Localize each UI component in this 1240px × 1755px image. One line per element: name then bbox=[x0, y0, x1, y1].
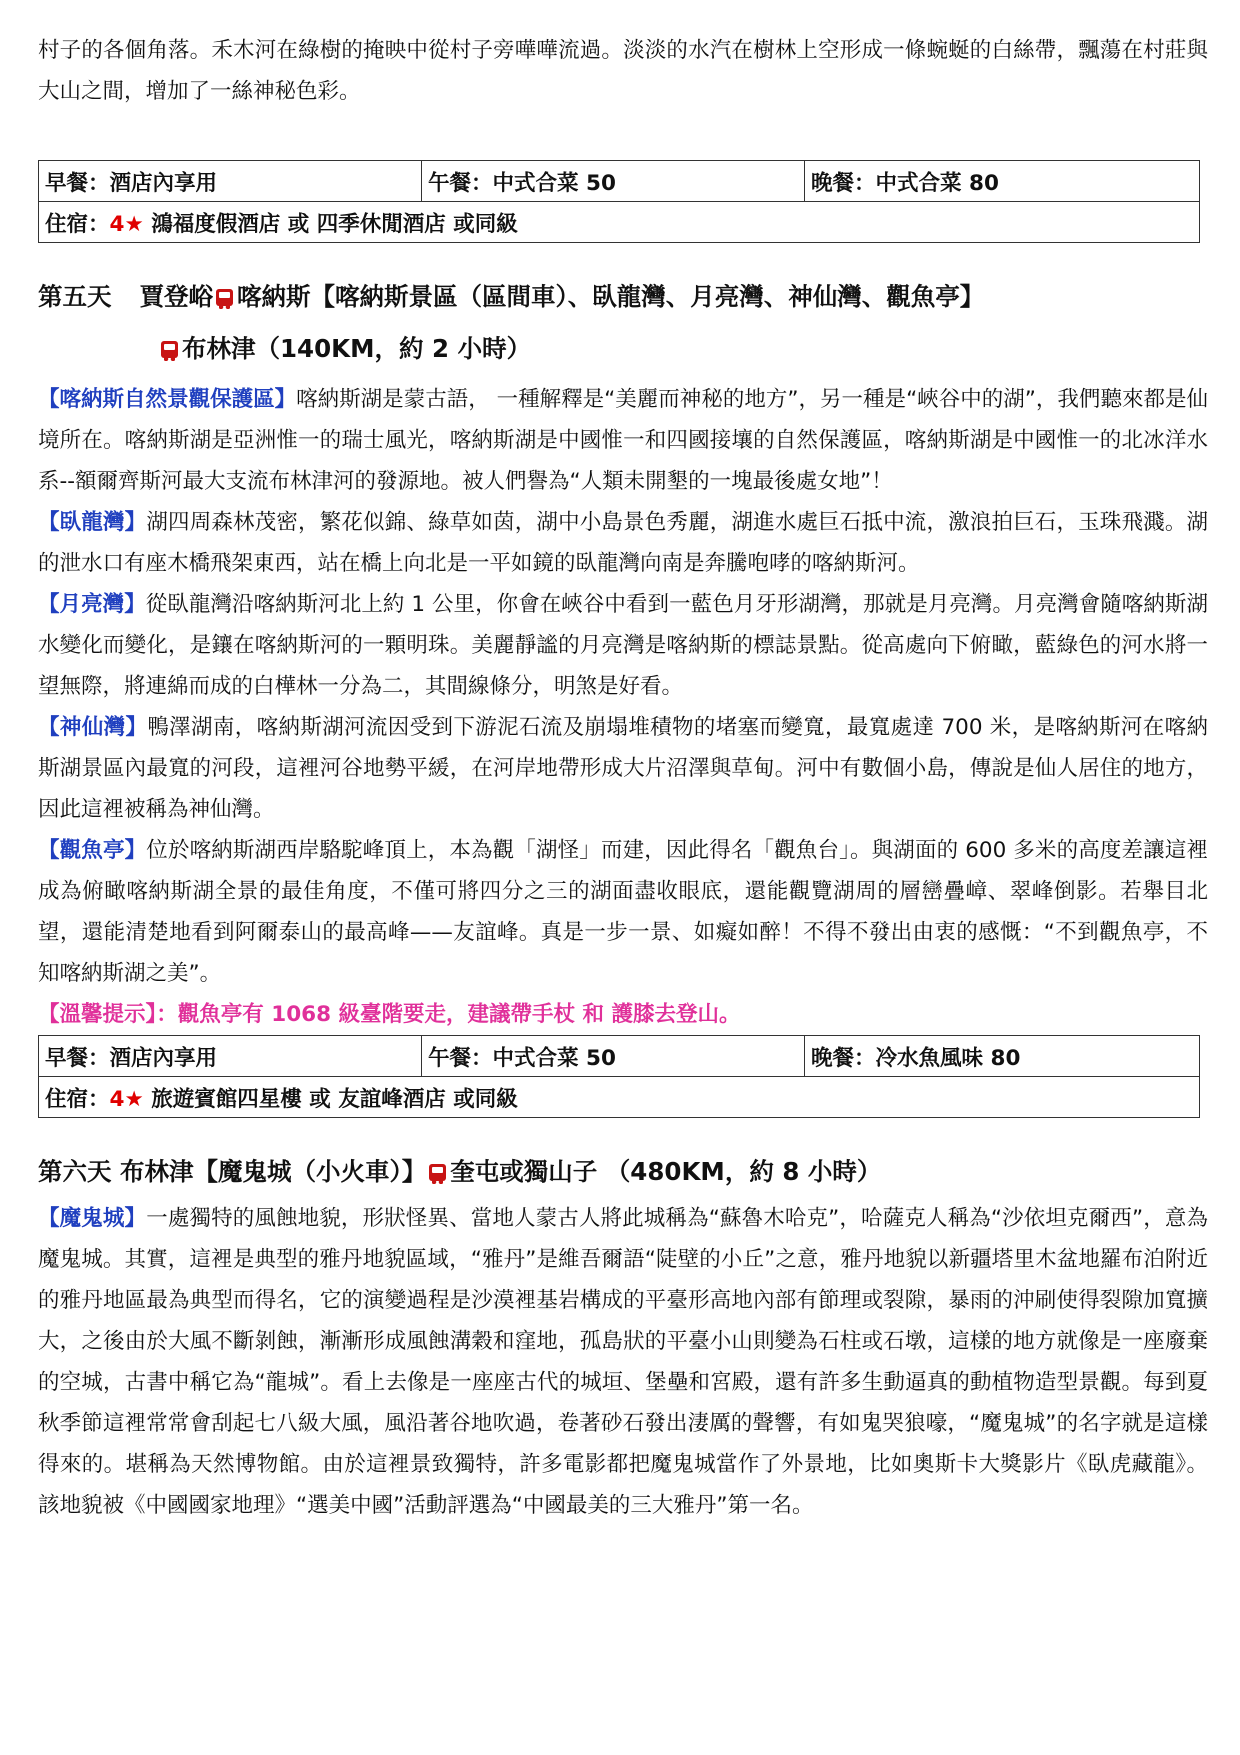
section-moon-bay bbox=[38, 584, 1208, 707]
section-text: 喀納斯湖是蒙古語， 一種解釋是“美麗而神秘的地方”，另一種是“峽谷中的湖”，我們聽來都是仙境所在。喀納斯湖是亞洲惟一的瑞士風光，喀納斯湖是中國惟一和四國接壤的自然保護區，喀納斯湖是中國惟一的北冰洋水系--額爾齊斯河最大支流布林津河的發源地。被人們譽為“人類未開墾的一塊最後處女地”！ bbox=[38, 387, 1208, 494]
hotel-names: 鴻福度假酒店 或 四季休閒酒店 或同級 bbox=[151, 211, 518, 237]
section-tag: 【月亮灣】 bbox=[38, 592, 146, 617]
lunch-cell: 午餐：中式合菜 50 bbox=[422, 1036, 805, 1077]
breakfast-cell: 早餐：酒店內享用 bbox=[39, 161, 422, 202]
star-rating: 4★ bbox=[109, 1086, 144, 1112]
meal-table-day4 bbox=[38, 160, 1200, 243]
section-devil-city bbox=[38, 1198, 1208, 1526]
accommodation-cell bbox=[39, 202, 1200, 243]
section-text: 一處獨特的風蝕地貌，形狀怪異、當地人蒙古人將此城稱為“蘇魯木哈克”，哈薩克人稱為“沙依坦克爾西”，意為魔鬼城。其實，這裡是典型的雅丹地貌區域，“雅丹”是維吾爾語“陡壁的小丘”之意，雅丹地貌以新疆塔里木盆地羅布泊附近的雅丹地區最為典型而得名，它的演變過程是沙漠裡基岩構成的平臺形高地內部有節理或裂隙，暴雨的沖刷使得裂隙加寬擴大，之後由於大風不斷剝蝕，漸漸形成風蝕溝穀和窪地，孤島狀的平臺小山則變為石柱或石墩，這樣的地方就像是一座廢棄的空城，古書中稱它為“龍城”。看上去像是一座座古代的城垣、堡壘和宮殿，還有許多生動逼真的動植物造型景觀。每到夏秋季節這裡常常會刮起七八級大風，風沿著谷地吹過，卷著砂石發出淒厲的聲響，有如鬼哭狼嚎，“魔鬼城”的名字就是這樣得來的。堪稱為天然博物館。由於這裡景致獨特，許多電影都把魔鬼城當作了外景地，比如奧斯卡大獎影片《臥虎藏龍》。該地貌被《中國國家地理》“選美中國”活動評選為“中國最美的三大雅丹”第一名。 bbox=[38, 1206, 1208, 1518]
hotel-names: 旅遊賓館四星樓 或 友誼峰酒店 或同級 bbox=[151, 1086, 518, 1112]
section-text: 鴨澤湖南，喀納斯湖河流因受到下游泥石流及崩塌堆積物的堵塞而變寬，最寬處達 700 米，是喀納斯河在喀納斯湖景區內最寬的河段，這裡河谷地勢平緩，在河岸地帶形成大片沼澤與草甸。河中有數個小島，傳說是仙人居住的地方，因此這裡被稱為神仙灣。 bbox=[38, 715, 1208, 822]
day6-heading bbox=[38, 1146, 1208, 1198]
day5-heading-line2 bbox=[38, 323, 1208, 375]
dinner-cell: 晚餐：中式合菜 80 bbox=[805, 161, 1200, 202]
lunch-cell: 午餐：中式合菜 50 bbox=[422, 161, 805, 202]
day5-label: 第五天 bbox=[38, 282, 112, 311]
day5-route-end: 布林津（140KM，約 2 小時） bbox=[182, 334, 532, 363]
section-text: 從臥龍灣沿喀納斯河北上約 1 公里，你會在峽谷中看到一藍色月牙形湖灣，那就是月亮灣。月亮灣會隨喀納斯湖水變化而變化，是鑲在喀納斯河的一顆明珠。美麗靜謐的月亮灣是喀納斯的標誌景點。從高處向下俯瞰，藍綠色的河水將一望無際，將連綿而成的白樺林一分為二，其間線條分，明煞是好看。 bbox=[38, 592, 1208, 699]
accommodation-cell bbox=[39, 1077, 1200, 1118]
bus-icon bbox=[429, 1164, 446, 1181]
day5-route-start: 賈登峪 bbox=[139, 282, 213, 311]
section-fish-pavilion bbox=[38, 830, 1208, 994]
section-text: 湖四周森林茂密，繁花似錦、綠草如茵，湖中小島景色秀麗，湖進水處巨石抵中流，激浪拍巨石，玉珠飛濺。湖的泄水口有座木橋飛架東西，站在橋上向北是一平如鏡的臥龍灣向南是奔騰咆哮的喀納斯河。 bbox=[38, 510, 1208, 576]
day6-label: 第六天 bbox=[38, 1157, 112, 1186]
section-kanas bbox=[38, 379, 1208, 502]
dinner-cell: 晚餐：冷水魚風味 80 bbox=[805, 1036, 1200, 1077]
meal-table-day5 bbox=[38, 1035, 1200, 1118]
section-tag: 【魔鬼城】 bbox=[38, 1206, 147, 1231]
stay-label: 住宿： bbox=[45, 211, 110, 237]
section-wolong-bay bbox=[38, 502, 1208, 584]
breakfast-cell: 早餐：酒店內享用 bbox=[39, 1036, 422, 1077]
day6-route-start: 布林津【魔鬼城（小火車）】 bbox=[120, 1157, 427, 1186]
warm-tip: 【溫馨提示】：觀魚亭有 1068 級臺階要走，建議帶手杖 和 護膝去登山。 bbox=[38, 1002, 741, 1027]
section-tag: 【觀魚亭】 bbox=[38, 838, 147, 863]
day5-route-main: 喀納斯【喀納斯景區（區間車）、臥龍灣、月亮灣、神仙灣、觀魚亭】 bbox=[237, 282, 985, 311]
intro-paragraph: 村子的各個角落。禾木河在綠樹的掩映中從村子旁嘩嘩流過。淡淡的水汽在樹林上空形成一條蜿蜒的白絲帶，飄蕩在村莊與大山之間，增加了一絲神秘色彩。 bbox=[38, 38, 1208, 104]
star-rating: 4★ bbox=[109, 211, 144, 237]
bus-icon bbox=[161, 341, 178, 358]
section-tag: 【臥龍灣】 bbox=[38, 510, 147, 535]
bus-icon bbox=[216, 289, 233, 306]
section-tag: 【神仙灣】 bbox=[38, 715, 148, 740]
document-page bbox=[38, 30, 1208, 1526]
day6-route-end: 奎屯或獨山子 （480KM，約 8 小時） bbox=[450, 1157, 882, 1186]
stay-label: 住宿： bbox=[45, 1086, 110, 1112]
section-tag: 【喀納斯自然景觀保護區】 bbox=[38, 387, 297, 412]
section-text: 位於喀納斯湖西岸駱駝峰頂上，本為觀「湖怪」而建，因此得名「觀魚台」。與湖面的 600 多米的高度差讓這裡成為俯瞰喀納斯湖全景的最佳角度，不僅可將四分之三的湖面盡收眼底，還能觀覽湖周的層巒疊嶂、翠峰倒影。若舉目北望，還能清楚地看到阿爾泰山的最高峰——友誼峰。真是一步一景、如癡如醉！不得不發出由衷的感慨：“不到觀魚亭，不知喀納斯湖之美”。 bbox=[38, 838, 1208, 986]
section-fairy-bay bbox=[38, 707, 1208, 830]
day5-heading bbox=[38, 271, 1208, 323]
